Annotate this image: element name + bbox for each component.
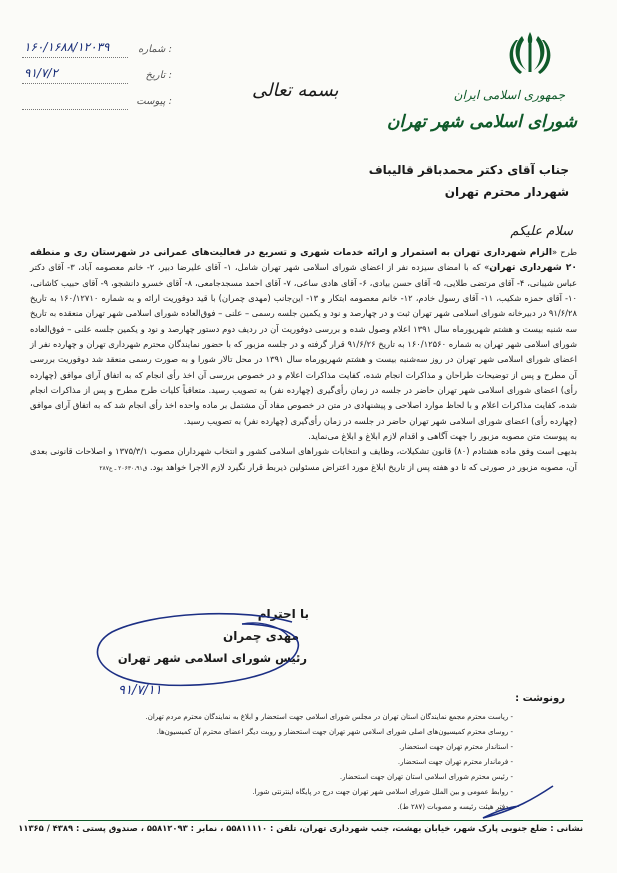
date-label: تاریخ :: [145, 70, 172, 81]
date-line: [22, 83, 128, 84]
besmele: بسمه تعالی: [252, 80, 339, 101]
footer-divider: [28, 820, 583, 821]
number-label: شماره :: [138, 44, 172, 55]
addressee-title: شهردار محترم تهران: [444, 185, 569, 199]
list-item: - دفتر هیئت رئیسه و مصوبات (۲۸۷ ط).: [43, 800, 513, 815]
body-paragraph-3: [30, 444, 577, 476]
number-row: [22, 40, 172, 66]
signature-icon: [92, 610, 302, 690]
ronevesht-list: [43, 710, 513, 815]
number-line: [22, 57, 128, 58]
reference-note: ق۲۰۶۳۰،۹۱ ـ ع۲۸۷: [99, 464, 148, 472]
body-paragraph-3-text: بدیهی است وفق ماده هشتادم (۸۰) قانون تشکیلات، وظایف و انتخابات شوراهای اسلامی کشور و انتخاب شهرداران مصوب ۱۳۷۵/۳/۱ و اصلاحات قانونی بعدی آن، مصوبه مزبور در صورتی که تا دو هفته پس از تاریخ ابلاغ مورد اعتراض مسئولین ذیربط قرار نگیرد لازم الاجرا خواهد بود.: [30, 446, 577, 472]
initial-signature-icon: [475, 784, 555, 824]
attachment-row: [22, 92, 172, 118]
iran-emblem-icon: [508, 28, 552, 76]
handwritten-date: ۹۱/۷/۱۱: [118, 683, 162, 698]
resolution-subject: الزام شهرداری تهران به استمرار و ارائه خدمات شهری و تسریع در فعالیت‌های عمرانی در شهرستان ری و منطقه ۲۰ شهرداری تهران: [30, 247, 577, 274]
letterhead-country: جمهوری اسلامی ایران: [453, 88, 565, 102]
list-item: - ریاست محترم مجمع نمایندگان استان تهران در مجلس شورای اسلامی جهت استحضار و ابلاغ به نمایندگان محترم مردم تهران.: [43, 710, 513, 725]
date-row: [22, 66, 172, 92]
signer-title: رئیس شورای اسلامی شهر تهران: [117, 651, 307, 665]
attachment-line: [22, 109, 128, 110]
list-item: - روابط عمومی و بین الملل شورای اسلامی شهر تهران جهت درج در پایگاه اینترنتی شورا.: [43, 785, 513, 800]
date-value: ۹۱/۷/۲: [24, 66, 58, 80]
footer-address: نشانی : ضلع جنوبی پارک شهر، خیابان بهشت، جنب شهرداری تهران، تلفن : ۵۵۸۱۱۱۱۰ ، نمابر : ۵۵۸۱۲۰۹۳ ، صندوق پستی : ۴۳۸۹ / ۱۱۳۶۵: [18, 823, 583, 833]
list-item: - روسای محترم کمیسیون‌های اصلی شورای اسلامی شهر تهران جهت استحضار و روبت دیگر اعضای محترم آن کمیسیون‌ها.: [43, 725, 513, 740]
body-paragraph-1: » که با امضای سیزده نفر از اعضای شورای اسلامی شهر تهران شامل، ۱- آقای علیرضا دبیر، ۲- خانم معصومه آباد، ۳- آقای دکتر عباس شیبانی، ۴- آقای مرتضی طلایی، ۵- آقای حسن بیادی، ۶- آقای هادی ساعی، ۷- آقای احمد مسجدجامعی، ۸- آقای خسرو دانشجو، ۹- آقای حبیب کاشانی، ۱۰- آقای حمزه شکیب، ۱۱- آقای رسول خادم، ۱۲- خانم معصومه ابتکار و ۱۳- این‌جانب (مهدی چمران) با قید دوفوریت ارائه و به شماره ۱۶۰/۱۲۷۱۰ به تاریخ ۹۱/۶/۲۸ در دبیرخانه شورای اسلامی شهر تهران ثبت و در چهارصد و نود و یکمین جلسه رسمی – علنی – فوق‌العاده شورای اسلامی شهر تهران منعقده به تاریخ سه شنبه بیست و هشتم شهریورماه سال ۱۳۹۱ اعلام وصول شده و بررسی دوفوریت آن در ردیف دوم دستور چهارصد و نود و یکمین جلسه علنی – فوق‌العاده شورای اسلامی شهر تهران به شماره ۱۶۰/۱۲۵۶۰ به تاریخ ۹۱/۶/۲۶ قرار گرفته و در جلسه مزبور که با حضور نمایندگان محترم شهرداری تهران و چهارده نفر از اعضای شورای اسلامی شهر تهران در روز سه‌شنبه بیست و هشتم شهریورماه سال ۱۳۹۱ در محل تالار شورا و به صورت رسمی منعقد شد دوفوریت بررسی آن مطرح و پس از توضیحات طراحان و مذاکرات انجام شده، کفایت مذاکرات اعلام و در خصوص بررسی آن اخذ رأی انجام که به اتفاق آرای موافق (چهارده رأی) اعضای شورای اسلامی شهر تهران حاضر در جلسه در زمان رأی‌گیری (چهارده نفر) به تصویب رسید. متعاقباً کلیات طرح مطرح و پس از مذاکرات انجام شده، کفایت مذاکرات اعلام و با لحاظ موارد اصلاحی و پیشنهادی در متن در خصوص مفاد آن مشتمل بر ماده واحده اخذ رأی انجام شد که به اتفاق آرای موافق (چهارده رأی) اعضای شورای اسلامی شهر تهران حاضر در جلسه در زمان رأی‌گیری (چهارده نفر) به تصویب رسید.: [30, 262, 578, 426]
letterhead-organization: شورای اسلامی شهر تهران: [386, 112, 577, 132]
list-item: - استاندار محترم تهران جهت استحضار.: [43, 740, 513, 755]
letter-body: [30, 245, 577, 476]
ronevesht-title: رونوشت :: [515, 693, 565, 704]
letter-metadata: [22, 40, 172, 118]
list-item: - فرماندار محترم تهران جهت استحضار.: [43, 755, 513, 770]
attachment-label: پیوست :: [136, 96, 172, 107]
list-item: - رئیس محترم شورای اسلامی استان تهران جهت استحضار.: [43, 770, 513, 785]
closing-regards: با احترام: [257, 607, 309, 621]
greeting: سلام علیکم: [510, 224, 573, 239]
signer-name: مهدی چمران: [223, 629, 299, 643]
body-intro: طرح «: [551, 247, 577, 257]
body-paragraph-2: به پیوست متن مصوبه مزبور را جهت آگاهی و اقدام لازم ابلاغ و ابلاغ می‌نماید.: [308, 431, 577, 442]
body-paragraph-main: [30, 245, 577, 429]
number-value: ۱۶۰/۱۶۸۸/۱۲۰۳۹: [24, 40, 110, 54]
addressee-name: جناب آقای دکتر محمدباقر قالیباف: [368, 163, 569, 177]
